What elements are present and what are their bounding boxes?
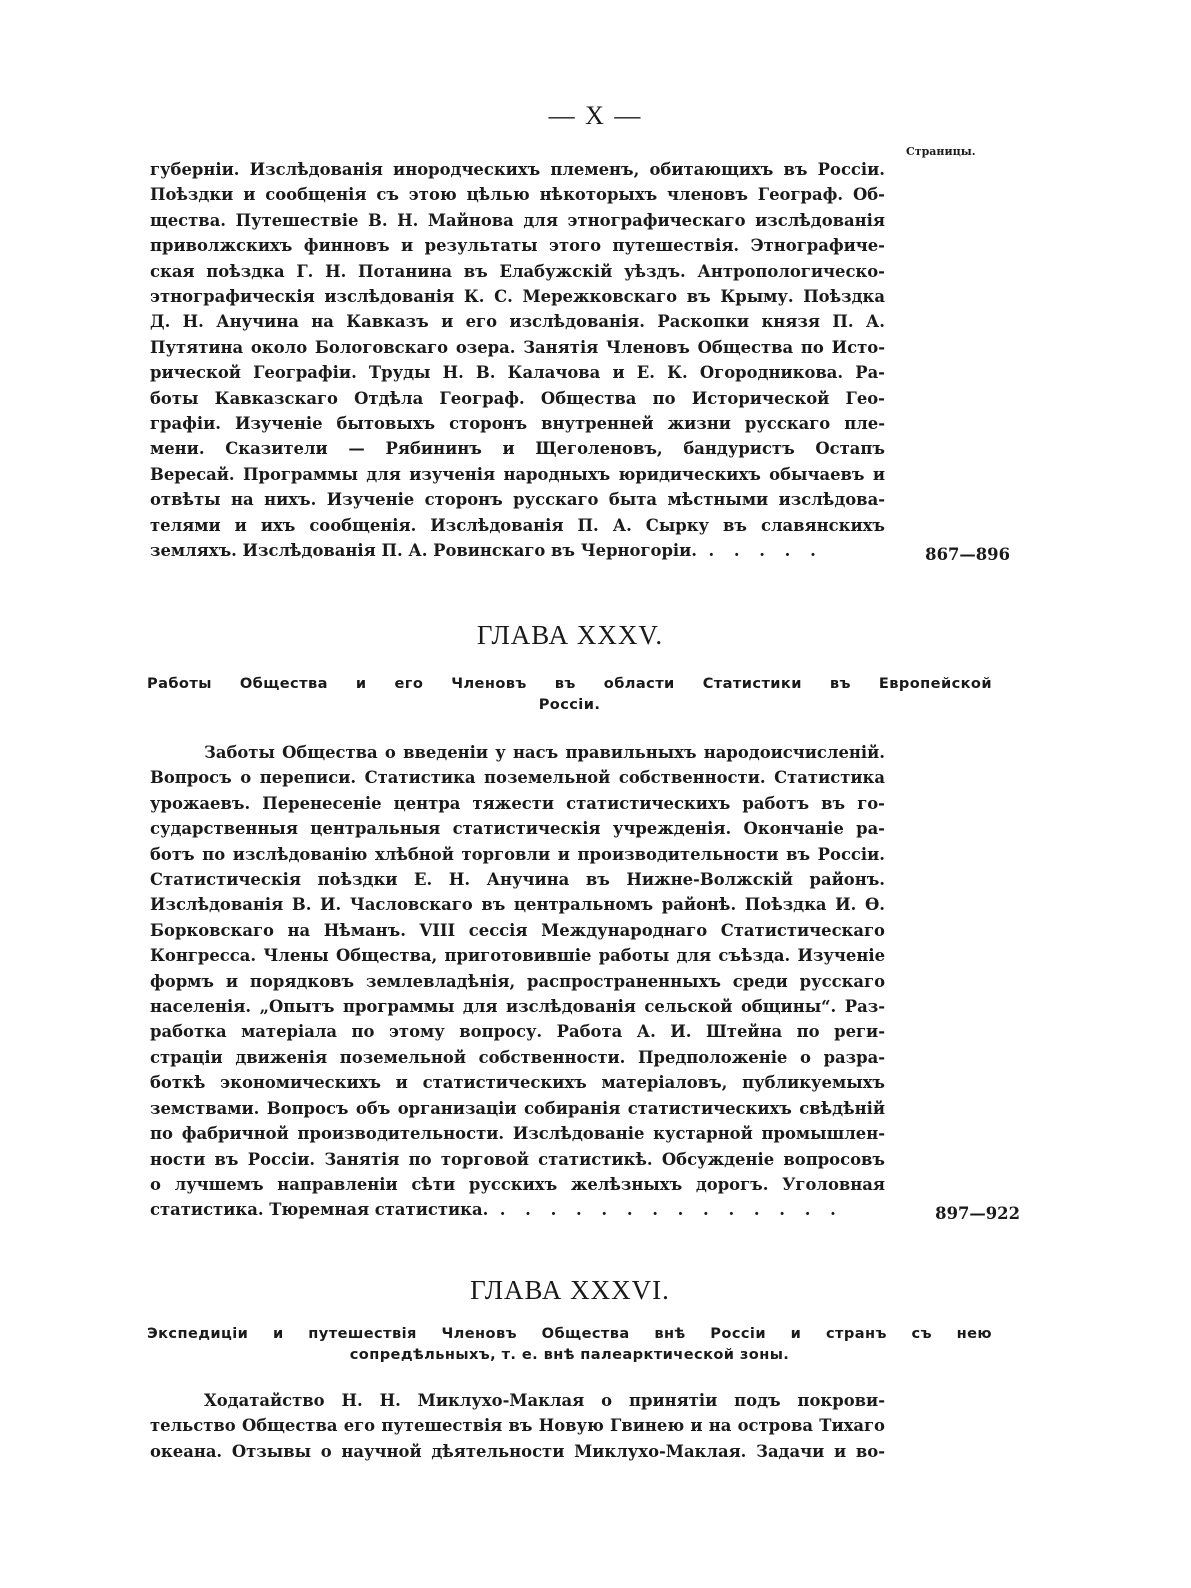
text-line: Д. Н. Анучина на Кавказъ и его изслѣдованiя. Раскопки князя П. А. — [150, 312, 885, 332]
section-top — [150, 157, 1010, 564]
text-line: земствами. Вопросъ объ организацiи собиранiя статистическихъ свѣдѣнiй — [150, 1098, 885, 1118]
text-line: Борковскаго на Нѣманъ. VIII сессiя Международнаго Статистическаго — [150, 920, 885, 940]
text-line: Изслѣдованiя В. И. Часловскаго въ центральномъ районѣ. Поѣздка И. Ѳ. — [150, 895, 885, 915]
leader-dots: . . . . . . . . . . . . . . — [499, 1200, 843, 1220]
text-line: Ходатайство Н. Н. Миклухо-Маклая о принятiи подъ покрови- — [204, 1391, 885, 1410]
text-line: формъ и порядковъ землевладѣнiя, распространенныхъ среди русскаго — [150, 971, 885, 991]
text-line: приволжскихъ финновъ и результаты этого путешествiя. Этнографиче- — [150, 236, 885, 256]
text-line: этнографическiя изслѣдованiя К. С. Мережковскаго въ Крыму. Поѣздка — [150, 287, 885, 307]
subtitle-line: сопредѣльныхъ, т. е. внѣ палеарктической зоны. — [349, 1346, 790, 1363]
text-line: ская поѣздка Г. Н. Потанина въ Елабужскiй уѣздъ. Антропологическо- — [150, 261, 885, 281]
text-line: щества. Путешествiе В. Н. Майнова для этнографическаго изслѣдованiя — [150, 210, 885, 230]
section-top-text — [150, 157, 885, 564]
text-line: океана. Отзывы о научной дѣятельности Миклухо-Маклая. Задачи и во- — [150, 1441, 885, 1461]
text-line: тельство Общества его путешествiя въ Новую Гвинею и на острова Тихаго — [150, 1416, 885, 1436]
text-line: Конгресса. Члены Общества, приготовившiе работы для съѣзда. Изученiе — [150, 946, 885, 966]
text-line: боткѣ экономическихъ и статистическихъ матерiаловъ, публикуемыхъ — [150, 1073, 885, 1093]
text-line: Вересай. Программы для изученiя народныхъ юридическихъ обычаевъ и — [150, 464, 885, 484]
chapter-subtitle — [147, 673, 992, 715]
text-line: страцiи движенiя поземельной собственности. Предположенiе о разра- — [150, 1047, 885, 1067]
text-line: Путятина около Бологовскаго озера. Занятiя Членовъ Общества по Исто- — [150, 337, 885, 357]
chapter-36-body — [150, 1388, 885, 1464]
page-range: 867—896 — [925, 544, 1010, 564]
text-line: мени. Сказители — Рябининъ и Щеголеновъ, бандуристъ Остапъ — [150, 439, 885, 459]
text-line: Заботы Общества о введенiи у насъ правильныхъ народоисчисленiй. — [204, 743, 885, 762]
text-line-last — [150, 538, 885, 563]
text-line-last — [150, 1197, 885, 1222]
text-line: работка матерiала по этому вопросу. Работа А. И. Штейна по реги- — [150, 1022, 885, 1042]
text-line: телями и ихъ сообщенiя. Изслѣдованiя П. А. Сырку въ славянскихъ — [150, 515, 885, 535]
text-line: земляхъ. Изслѣдованiя П. А. Ровинскаго въ Черногорiи. — [150, 541, 698, 561]
text-line: Вопросъ о переписи. Статистика поземельной собственности. Статистика — [150, 768, 885, 788]
text-line: о лучшемъ направленiи сѣти русскихъ желѣзныхъ дорогъ. Уголовная — [150, 1174, 885, 1194]
chapter-title: ГЛАВА XXXV. — [476, 620, 664, 650]
subtitle-line: Работы Общества и его Членовъ въ области Статистики въ Европейской — [147, 675, 992, 692]
text-line: населенiя. „Опытъ программы для изслѣдованiя сельской общины“. Раз- — [150, 997, 885, 1017]
text-line: рической Географiи. Труды Н. В. Калачова и Е. К. Огородникова. Ра- — [150, 363, 885, 383]
text-line: статистика. Тюремная статистика. — [150, 1200, 489, 1220]
subtitle-line: Экспедицiи и путешествiя Членовъ Общества внѣ Россiи и странъ съ нею — [147, 1325, 992, 1342]
text-line: ности въ Россiи. Занятiя по торговой статистикѣ. Обсужденiе вопросовъ — [150, 1149, 885, 1169]
text-line: губернiи. Изслѣдованiя инородческихъ племенъ, обитающихъ въ Россiи. — [150, 160, 885, 179]
page-range: 897—922 — [935, 1203, 1020, 1223]
chapter-title: ГЛАВА XXXVI. — [470, 1275, 670, 1305]
chapter-35-body — [150, 740, 1020, 1223]
text-line: сударственныя центральныя статистическiя учрежденiя. Окончанiе ра- — [150, 819, 885, 839]
chapter-35-text — [150, 740, 885, 1223]
text-line: отвѣты на нихъ. Изученiе сторонъ русскаго быта мѣстными изслѣдова- — [150, 490, 885, 510]
text-line: ботъ по изслѣдованiю хлѣбной торговли и производительности въ Россiи. — [150, 844, 885, 864]
chapter-subtitle — [147, 1323, 992, 1365]
page-header: — X — — [548, 101, 643, 130]
chapter-36-text — [150, 1388, 885, 1464]
text-line: графiи. Изученiе бытовыхъ сторонъ внутренней жизни русскаго пле- — [150, 414, 885, 434]
text-line: боты Кавказскаго Отдѣла Географ. Общества по Исторической Гео- — [150, 388, 885, 408]
text-line: Статистическiя поѣздки Е. Н. Анучина въ Нижне-Волжскiй районъ. — [150, 870, 885, 890]
subtitle-line: Россiи. — [538, 696, 601, 713]
leader-dots: . . . . . — [708, 541, 823, 561]
text-line: по фабричной производительности. Изслѣдованiе кустарной промышлен- — [150, 1124, 885, 1144]
text-line: урожаевъ. Перенесенiе центра тяжести статистическихъ работъ въ го- — [150, 793, 885, 813]
text-line: Поѣздки и сообщенiя съ этою цѣлью нѣкоторыхъ членовъ Географ. Об- — [150, 185, 885, 205]
pages-column-label: Страницы. — [906, 145, 976, 158]
